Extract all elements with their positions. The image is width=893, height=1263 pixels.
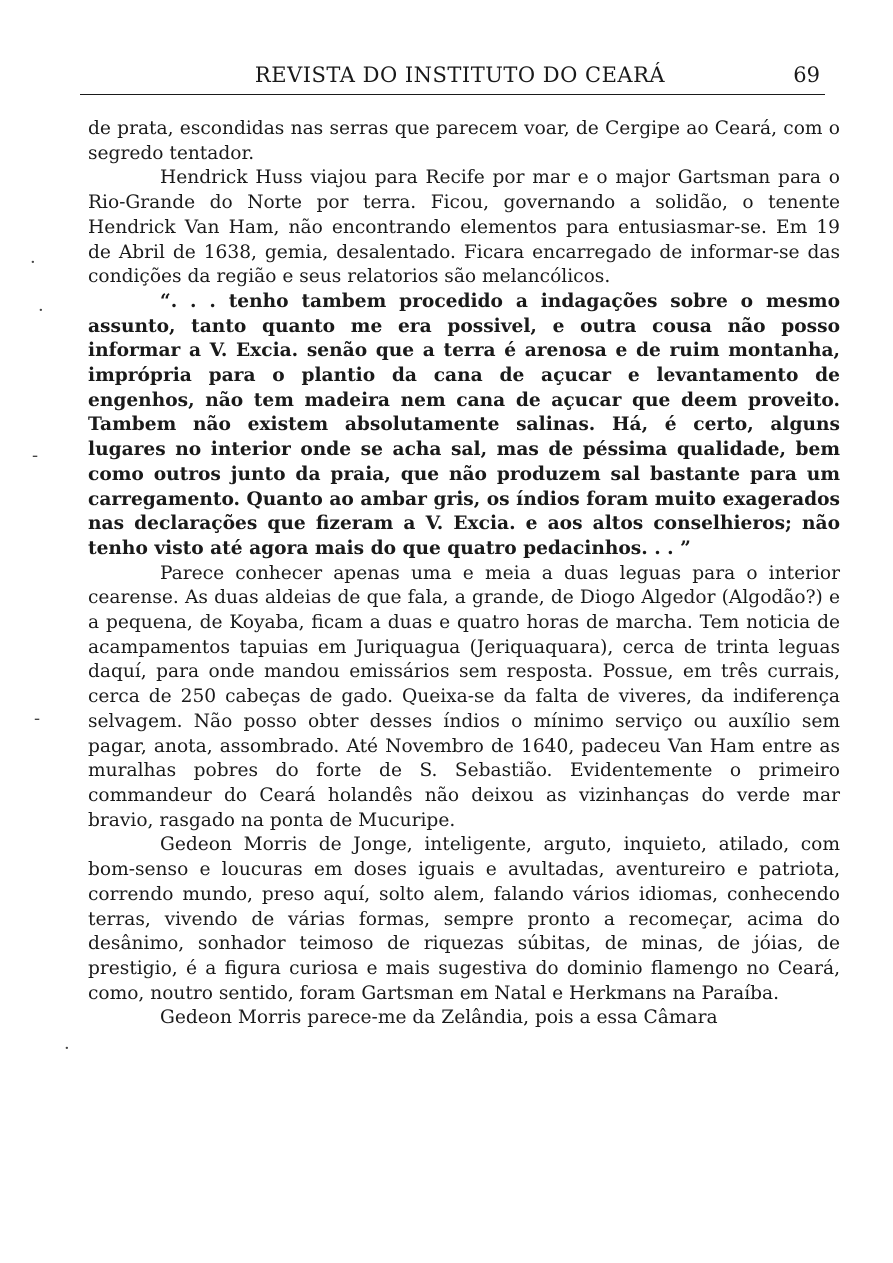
running-header — [80, 60, 825, 95]
margin-dash: - — [32, 445, 39, 466]
paragraph-2: Hendrick Huss viajou para Recife por mar e o major Gartsman para o Rio-Grande do Norte por terra. Ficou, governando a solidão, o tenente Hendrick Van Ham, não encontrando elementos para entusiasmar-se. Em 19 de Abril de 1638, gemia, desalentado. Ficara encarregado de informar-se das condições da região e seus relatorios são melancólicos. — [88, 167, 840, 288]
margin-dot: · — [30, 252, 36, 273]
paragraph-1: de prata, escondidas nas serras que parecem voar, de Cergipe ao Ceará, com o segredo tentador. — [88, 118, 840, 164]
paragraph-3: Parece conhecer apenas uma e meia a duas leguas para o interior cearense. As duas aldeias de que fala, a grande, de Diogo Algedor (Algodão?) e a pequena, de Koyaba, ficam a duas e quatro horas de marcha. Tem noticia de acampamentos tapuias em Juriquagua (Jeriquaquara), cerca de trinta leguas daquí, para onde mandou emissários sem resposta. Possue, em três currais, cerca de 250 cabeças de gado. Queixa-se da falta de viveres, da indiferença selvagem. Não posso obter desses índios o mínimo serviço ou auxílio sem pagar, anota, assombrado. Até Novembro de 1640, padeceu Van Ham entre as muralhas pobres do forte de S. Sebastião. Evidentemente o primeiro commandeur do Ceará holandês não deixou as vizinhanças do verde mar bravio, rasgado na ponta de Mucuripe. — [88, 562, 840, 831]
margin-dash: - — [34, 708, 41, 729]
paragraph-4: Gedeon Morris de Jonge, inteligente, arguto, inquieto, atilado, com bom-senso e loucuras em doses iguais e avultadas, aventureiro e patriota, correndo mundo, preso aquí, solto alem, falando vários idiomas, conhecendo terras, vivendo de várias formas, sempre pronto a recomeçar, acima do desânimo, sonhador teimoso de riquezas súbitas, de minas, de jóias, de prestigio, é a figura curiosa e mais sugestiva do dominio flamengo no Ceará, como, noutro sentido, foram Gartsman em Natal e Herkmans na Paraíba. — [88, 834, 840, 1004]
page-number: 69 — [793, 63, 820, 87]
margin-dot: · — [38, 300, 44, 321]
quoted-report: “. . . tenho tambem procedido a indagações sobre o mesmo assunto, tanto quanto me era possivel, e outra cousa não posso informar a V. Excia. senão que a terra é arenosa e de ruim montanha, imprópria para o plantio da cana de açucar e levantamento de engenhos, não tem madeira nem cana de açucar que deem proveito. Tambem não existem absolutamente salinas. Há, é certo, alguns lugares no interior onde se acha sal, mas de péssima qualidade, bem como outros junto da praia, que não produzem sal bastante para um carregamento. Quanto ao ambar gris, os índios foram muito exagerados nas declarações que fizeram a V. Excia. e aos altos conselhieros; não tenho visto até agora mais do que quatro pedacinhos. . . ” — [88, 290, 840, 559]
journal-title: REVISTA DO INSTITUTO DO CEARÁ — [254, 63, 666, 87]
article-body — [88, 117, 840, 1031]
margin-dot: · — [64, 1038, 70, 1059]
paragraph-5: Gedeon Morris parece-me da Zelândia, pois a essa Câmara — [160, 1007, 718, 1029]
